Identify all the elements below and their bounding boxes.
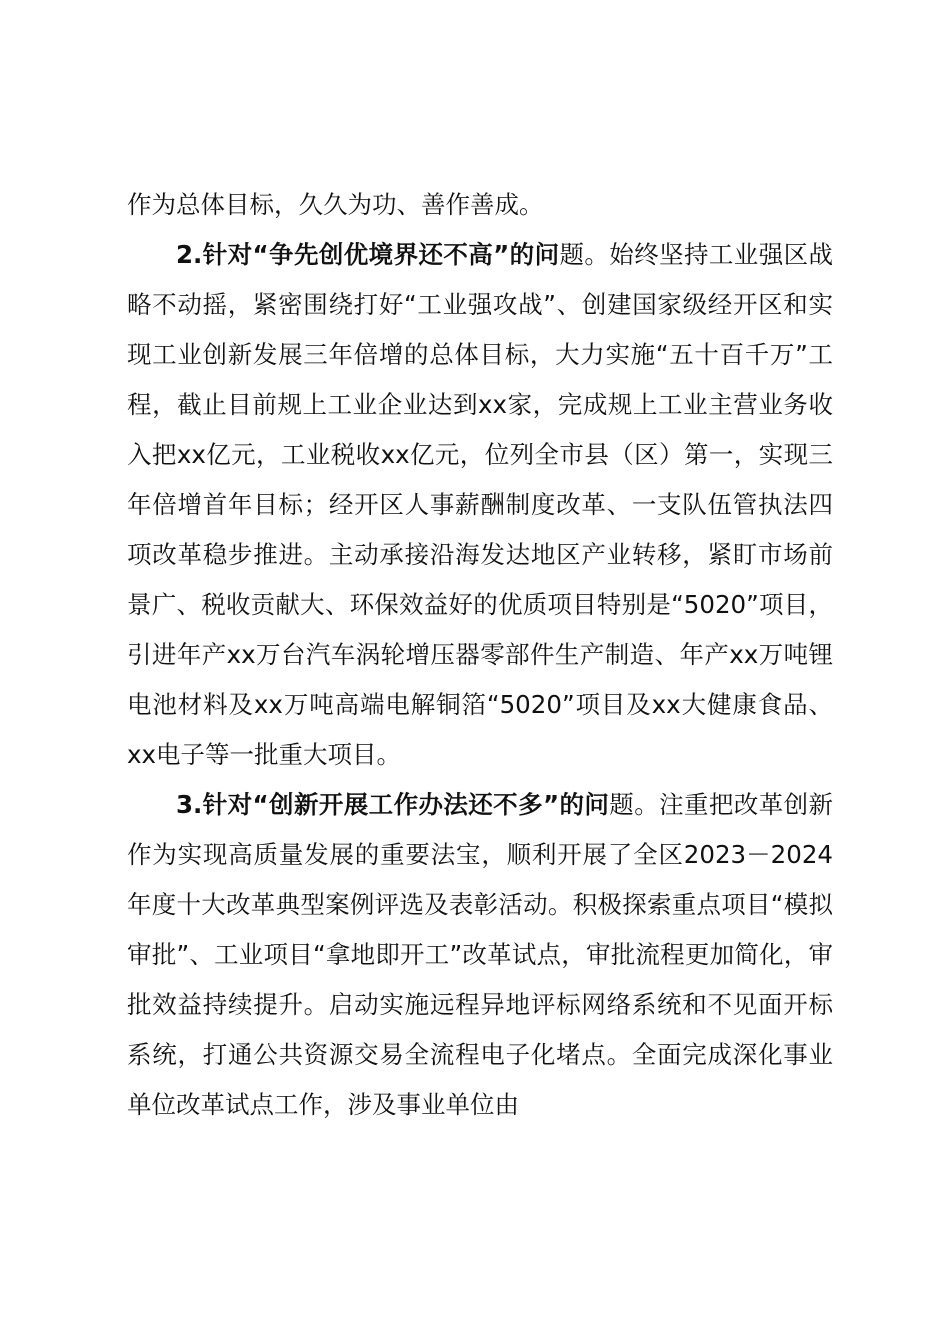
paragraph-1 (127, 180, 833, 230)
paragraph-3-text: 注重把改革创新作为实现高质量发展的重要法宝，顺利开展了全区2023－2024年度十大改革典型案例评选及表彰活动。积极探索重点项目“模拟审批”、工业项目“拿地即开工”改革试点，审批流程更加简化，审批效益持续提升。启动实施远程异地评标网络系统和不见面开标系统，打通公共资源交易全流程电子化堵点。全面完成深化事业单位改革试点工作，涉及事业单位由 (127, 790, 834, 1119)
paragraph-3-heading: 3.针对“创新开展工作办法还不多”的问 (176, 790, 610, 819)
paragraph-3 (127, 780, 833, 1130)
paragraph-2-text: 始终坚持工业强区战略不动摇，紧密围绕打好“工业强攻战”、创建国家级经开区和实现工业创新发展三年倍增的总体目标，大力实施“五十百千万”工程，截止目前规上工业企业达到xx家，完成规上工业主营业务收入把xx亿元，工业税收xx亿元，位列全市县（区）第一，实现三年倍增首年目标；经开区人事薪酬制度改革、一支队伍管执法四项改革稳步推进。主动承接沿海发达地区产业转移，紧盯市场前景广、税收贡献大、环保效益好的优质项目特别是“5020”项目，引进年产xx万台汽车涡轮增压器零部件生产制造、年产xx万吨锂电池材料及xx万吨高端电解铜箔“5020”项目及xx大健康食品、xx电子等一批重大项目。 (127, 240, 834, 769)
paragraph-1-text: 作为总体目标，久久为功、善作善成。 (127, 190, 544, 219)
document-body (127, 180, 833, 1130)
paragraph-2-heading-tail: 题。 (559, 240, 610, 269)
paragraph-3-heading-tail: 题。 (609, 790, 660, 819)
paragraph-2 (127, 230, 833, 780)
paragraph-2-heading: 2.针对“争先创优境界还不高”的问 (176, 240, 560, 269)
